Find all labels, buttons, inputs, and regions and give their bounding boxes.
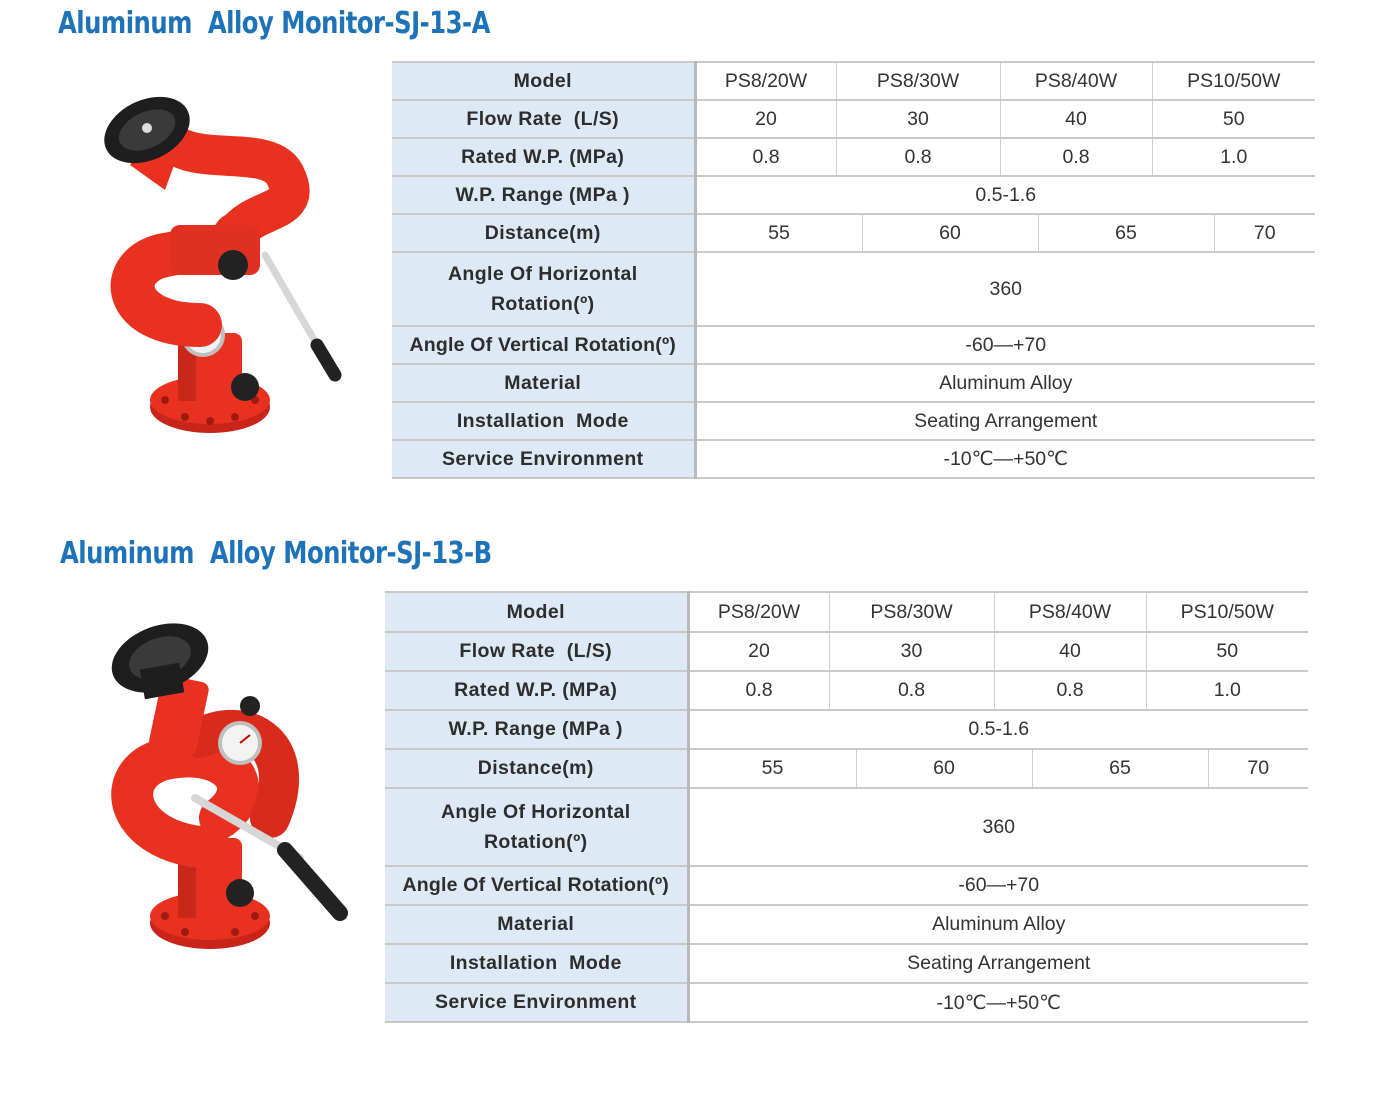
table-row <box>385 944 1308 983</box>
wp-range-value: 0.5-1.6 <box>688 710 1308 749</box>
table-row <box>385 905 1308 944</box>
distance-cell: 65 <box>1039 215 1215 251</box>
fire-monitor-a-icon <box>94 95 335 433</box>
rated-wp-cell: 0.8 <box>994 671 1146 710</box>
model-label: Model <box>392 62 695 100</box>
section-title-a: Aluminum Alloy Monitor-SJ-13-A <box>58 6 490 41</box>
rated-wp-cell: 0.8 <box>836 138 1000 176</box>
model-cell: PS8/40W <box>994 592 1146 632</box>
distance-cell: 55 <box>697 215 863 251</box>
model-cell: PS8/30W <box>829 592 994 632</box>
distance-subrow <box>697 215 1316 251</box>
table-row <box>385 710 1308 749</box>
installation-label: Installation Mode <box>392 402 695 440</box>
table-row <box>392 440 1315 478</box>
horizontal-rotation-value: 360 <box>695 252 1315 326</box>
flow-rate-cell: 20 <box>695 100 836 138</box>
rated-wp-cell: 1.0 <box>1152 138 1315 176</box>
wp-range-label: W.P. Range (MPa ) <box>385 710 688 749</box>
rated-wp-cell: 0.8 <box>829 671 994 710</box>
distance-cell: 70 <box>1247 757 1270 779</box>
environment-label: Service Environment <box>392 440 695 478</box>
material-label: Material <box>385 905 688 944</box>
rated-wp-cell: 0.8 <box>695 138 836 176</box>
environment-value: -10℃—+50℃ <box>695 440 1315 478</box>
table-row <box>392 252 1315 326</box>
table-row <box>385 749 1308 788</box>
table-row <box>385 983 1308 1022</box>
table-row <box>392 402 1315 440</box>
table-row <box>392 100 1315 138</box>
table-row <box>385 632 1308 671</box>
horizontal-rotation-value: 360 <box>688 788 1308 866</box>
table-row <box>392 138 1315 176</box>
distance-group <box>688 749 1308 788</box>
rated-wp-label: Rated W.P. (MPa) <box>385 671 688 710</box>
distance-label: Distance(m) <box>392 214 695 252</box>
spec-table-a <box>392 61 1315 479</box>
section-title-b: Aluminum Alloy Monitor-SJ-13-B <box>60 536 492 571</box>
vertical-rotation-label: Angle Of Vertical Rotation(º) <box>385 866 688 905</box>
vertical-rotation-value: -60—+70 <box>695 326 1315 364</box>
table-row <box>392 214 1315 252</box>
horizontal-rotation-label: Angle Of Horizontal Rotation(º) <box>392 252 695 326</box>
distance-subrow <box>690 750 1309 787</box>
horizontal-rotation-label: Angle Of Horizontal Rotation(º) <box>385 788 688 866</box>
distance-cell: 65 <box>1033 750 1209 787</box>
rated-wp-cell: 0.8 <box>688 671 829 710</box>
spec-table-b <box>385 591 1308 1023</box>
flow-rate-cell: 30 <box>836 100 1000 138</box>
material-value: Aluminum Alloy <box>688 905 1308 944</box>
distance-cell: 60 <box>863 215 1039 251</box>
table-row <box>392 62 1315 100</box>
table-row <box>385 671 1308 710</box>
table-row <box>385 788 1308 866</box>
table-row <box>392 364 1315 402</box>
model-cell: PS8/30W <box>836 62 1000 100</box>
table-row <box>392 176 1315 214</box>
fire-monitor-b-image <box>100 618 350 958</box>
flow-rate-cell: 40 <box>1000 100 1152 138</box>
material-value: Aluminum Alloy <box>695 364 1315 402</box>
fire-monitor-b-icon <box>102 618 340 949</box>
model-cell: PS10/50W <box>1152 62 1315 100</box>
vertical-rotation-label: Angle Of Vertical Rotation(º) <box>392 326 695 364</box>
material-label: Material <box>392 364 695 402</box>
table-row <box>385 592 1308 632</box>
flow-rate-cell: 40 <box>994 632 1146 671</box>
rated-wp-cell: 0.8 <box>1000 138 1152 176</box>
distance-cell: 55 <box>690 750 857 787</box>
flow-rate-label: Flow Rate (L/S) <box>385 632 688 671</box>
distance-group <box>695 214 1315 252</box>
vertical-rotation-value: -60—+70 <box>688 866 1308 905</box>
table-row <box>385 866 1308 905</box>
model-cell: PS8/20W <box>688 592 829 632</box>
environment-label: Service Environment <box>385 983 688 1022</box>
table-row <box>392 326 1315 364</box>
wp-range-label: W.P. Range (MPa ) <box>392 176 695 214</box>
flow-rate-cell: 20 <box>688 632 829 671</box>
distance-label: Distance(m) <box>385 749 688 788</box>
flow-rate-cell: 50 <box>1152 100 1315 138</box>
model-cell: PS8/20W <box>695 62 836 100</box>
model-cell: PS10/50W <box>1146 592 1308 632</box>
distance-cell: 60 <box>857 750 1033 787</box>
installation-value: Seating Arrangement <box>695 402 1315 440</box>
wp-range-value: 0.5-1.6 <box>695 176 1315 214</box>
flow-rate-label: Flow Rate (L/S) <box>392 100 695 138</box>
rated-wp-label: Rated W.P. (MPa) <box>392 138 695 176</box>
flow-rate-cell: 30 <box>829 632 994 671</box>
flow-rate-cell: 50 <box>1146 632 1308 671</box>
rated-wp-cell: 1.0 <box>1146 671 1308 710</box>
installation-value: Seating Arrangement <box>688 944 1308 983</box>
model-label: Model <box>385 592 688 632</box>
fire-monitor-a-image <box>85 95 350 440</box>
installation-label: Installation Mode <box>385 944 688 983</box>
distance-cell: 70 <box>1253 221 1276 244</box>
environment-value: -10℃—+50℃ <box>688 983 1308 1022</box>
model-cell: PS8/40W <box>1000 62 1152 100</box>
